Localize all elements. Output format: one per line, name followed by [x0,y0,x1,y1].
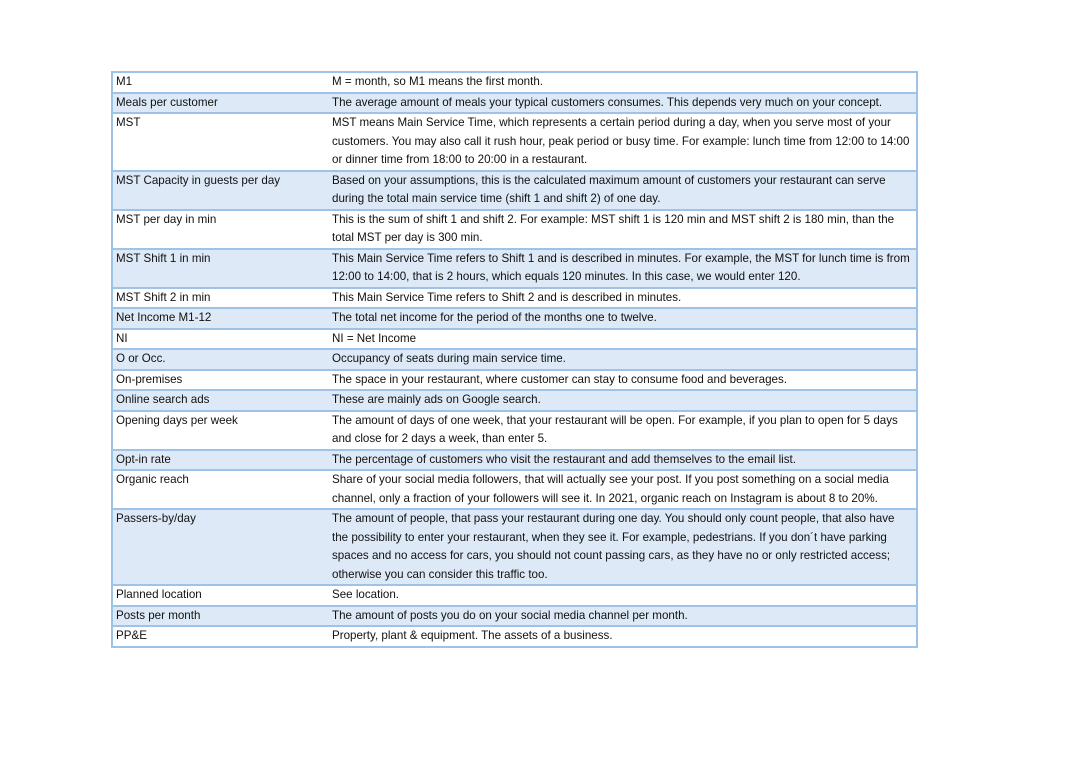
definition-cell: Occupancy of seats during main service time. [326,349,917,370]
term-cell: MST Shift 1 in min [112,249,326,288]
term-cell: MST [112,113,326,171]
term-cell: MST per day in min [112,210,326,249]
definition-cell: MST means Main Service Time, which represents a certain period during a day, when you serve most of your customers. You may also call it rush hour, peak period or busy time. For example: lunch time from 12:00 to 14:00 or dinner time from 18:00 to 20:00 in a restaurant. [326,113,917,171]
term-cell: Planned location [112,585,326,606]
definition-cell: This Main Service Time refers to Shift 2 and is described in minutes. [326,288,917,309]
definition-cell: See location. [326,585,917,606]
term-cell: Online search ads [112,390,326,411]
term-cell: Posts per month [112,606,326,627]
table-row [112,171,917,210]
table-row [112,626,917,647]
definition-cell: Based on your assumptions, this is the calculated maximum amount of customers your restaurant can serve during the total main service time (shift 1 and shift 2) of one day. [326,171,917,210]
term-cell: Opening days per week [112,411,326,450]
term-cell: Meals per customer [112,93,326,114]
glossary-table [111,71,918,648]
table-row [112,349,917,370]
term-cell: On-premises [112,370,326,391]
definition-cell: The percentage of customers who visit the restaurant and add themselves to the email list. [326,450,917,471]
table-row [112,470,917,509]
table-row [112,288,917,309]
table-row [112,585,917,606]
definition-cell: NI = Net Income [326,329,917,350]
definition-cell: The amount of days of one week, that your restaurant will be open. For example, if you plan to open for 5 days and close for 2 days a week, than enter 5. [326,411,917,450]
table-row [112,72,917,93]
term-cell: Organic reach [112,470,326,509]
definition-cell: The space in your restaurant, where customer can stay to consume food and beverages. [326,370,917,391]
table-row [112,113,917,171]
definition-cell: The amount of people, that pass your restaurant during one day. You should only count people, that also have the possibility to enter your restaurant, when they see it. For example, pedestrians. If you don´t have parking spaces and no access for cars, you should not count passing cars, as they have no or only restricted access; otherwise you can consider this traffic too. [326,509,917,585]
definition-cell: M = month, so M1 means the first month. [326,72,917,93]
table-row [112,249,917,288]
definition-cell: These are mainly ads on Google search. [326,390,917,411]
definition-cell: The amount of posts you do on your social media channel per month. [326,606,917,627]
table-row [112,450,917,471]
term-cell: PP&E [112,626,326,647]
term-cell: Net Income M1-12 [112,308,326,329]
table-row [112,210,917,249]
term-cell: Passers-by/day [112,509,326,585]
definition-cell: Property, plant & equipment. The assets of a business. [326,626,917,647]
table-row [112,370,917,391]
definition-cell: The average amount of meals your typical customers consumes. This depends very much on your concept. [326,93,917,114]
definition-cell: Share of your social media followers, that will actually see your post. If you post something on a social media channel, only a fraction of your followers will see it. In 2021, organic reach on Instagram is about 8 to 20%. [326,470,917,509]
table-row [112,509,917,585]
table-row [112,308,917,329]
table-row [112,606,917,627]
definition-cell: This Main Service Time refers to Shift 1 and is described in minutes. For example, the MST for lunch time is from 12:00 to 14:00, that is 2 hours, which equals 120 minutes. In this case, we would enter 120. [326,249,917,288]
table-row [112,93,917,114]
table-row [112,411,917,450]
definition-cell: This is the sum of shift 1 and shift 2. For example: MST shift 1 is 120 min and MST shift 2 is 180 min, than the total MST per day is 300 min. [326,210,917,249]
table-row [112,390,917,411]
term-cell: M1 [112,72,326,93]
term-cell: MST Capacity in guests per day [112,171,326,210]
term-cell: O or Occ. [112,349,326,370]
term-cell: MST Shift 2 in min [112,288,326,309]
term-cell: Opt-in rate [112,450,326,471]
term-cell: NI [112,329,326,350]
table-row [112,329,917,350]
definition-cell: The total net income for the period of the months one to twelve. [326,308,917,329]
